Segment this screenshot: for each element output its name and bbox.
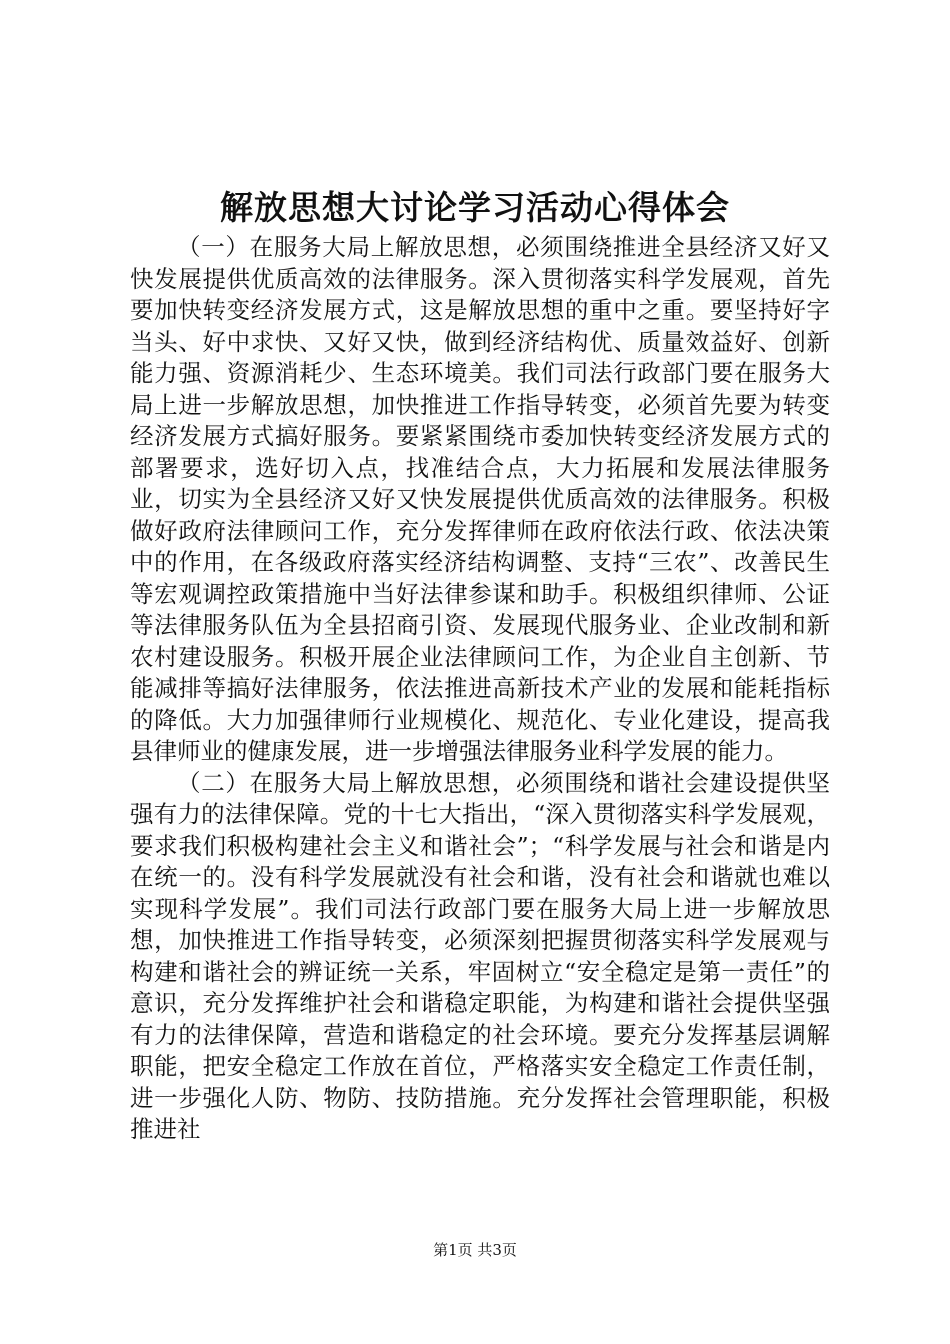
page-number-footer: 第1页 共3页: [433, 1241, 517, 1259]
paragraph-2: （二）在服务大局上解放思想，必须围绕和谐社会建设提供坚强有力的法律保障。党的十七大指出，“深入贯彻落实科学发展观，要求我们积极构建社会主义和谐社会”；“科学发展与社会和谐是内在统一的。没有科学发展就没有社会和谐，没有社会和谐就也难以实现科学发展”。我们司法行政部门要在服务大局上进一步解放思想，加快推进工作指导转变，必须深刻把握贯彻落实科学发展观与构建和谐社会的辨证统一关系，牢固树立“安全稳定是第一责任”的意识，充分发挥维护社会和谐稳定职能，为构建和谐社会提供坚强有力的法律保障，营造和谐稳定的社会环境。要充分发挥基层调解职能，把安全稳定工作放在首位，严格落实安全稳定工作责任制，进一步强化人防、物防、技防措施。充分发挥社会管理职能，积极推进社: [130, 768, 830, 1143]
document-title: 解放思想大讨论学习活动心得体会: [220, 188, 730, 227]
document-body: [130, 232, 830, 1146]
paragraph-1: （一）在服务大局上解放思想，必须围绕推进全县经济又好又快发展提供优质高效的法律服务。深入贯彻落实科学发展观，首先要加快转变经济发展方式，这是解放思想的重中之重。要坚持好字当头、好中求快、又好又快，做到经济结构优、质量效益好、创新能力强、资源消耗少、生态环境美。我们司法行政部门要在服务大局上进一步解放思想，加快推进工作指导转变，必须首先要为转变经济发展方式搞好服务。要紧紧围绕市委加快转变经济发展方式的部署要求，选好切入点，找准结合点，大力拓展和发展法律服务业，切实为全县经济又好又快发展提供优质高效的法律服务。积极做好政府法律顾问工作，充分发挥律师在政府依法行政、依法决策中的作用，在各级政府落实经济结构调整、支持“三农”、改善民生等宏观调控政策措施中当好法律参谋和助手。积极组织律师、公证等法律服务队伍为全县招商引资、发展现代服务业、企业改制和新农村建设服务。积极开展企业法律顾问工作，为企业自主创新、节能减排等搞好法律服务，依法推进高新技术产业的发展和能耗指标的降低。大力加强律师行业规模化、规范化、专业化建设，提高我县律师业的健康发展，进一步增强法律服务业科学发展的能力。: [130, 233, 830, 765]
